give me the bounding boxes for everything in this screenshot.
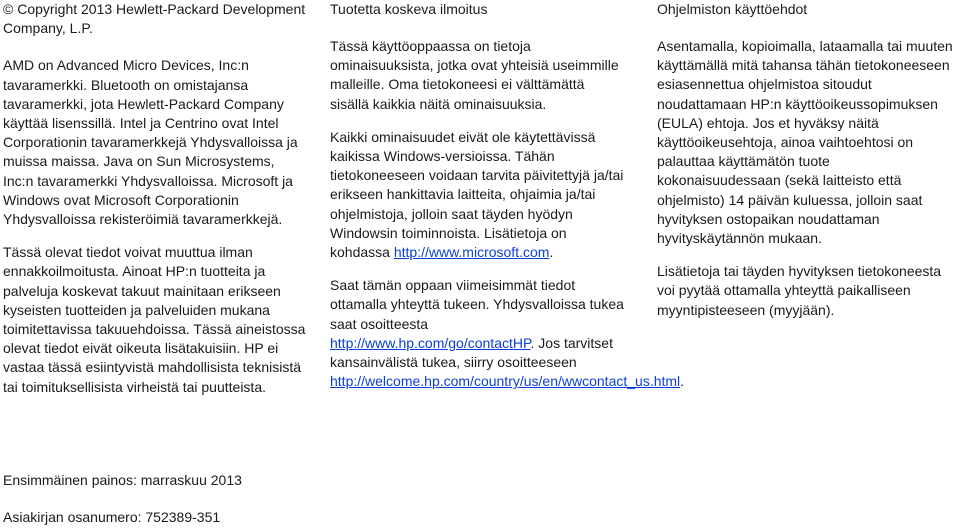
copyright-notice: © Copyright 2013 Hewlett-Packard Development Company, L.P. <box>3 1 306 37</box>
windows-features-paragraph <box>330 128 625 262</box>
trademark-notice: AMD on Advanced Micro Devices, Inc:n tavaramerkki. Bluetooth on omistajansa tavaramerkki, jota Hewlett-Packard Company käyttää lisenssillä. Intel ja Centrino ovat Intel Corporationin tavaramerkkejä Yhdysvalloissa ja muissa maissa. Java on Sun Microsystems, Inc:n tavaramerkki Yhdysvalloissa. Microsoft ja Windows ovat Microsoft Corporationin Yhdysvalloissa rekisteröimiä tavaramerkkejä. <box>3 57 298 228</box>
hp-contact-link[interactable]: http://www.hp.com/go/contactHP <box>330 334 531 351</box>
part-number-line: Asiakirjan osanumero: 752389-351 <box>3 509 221 525</box>
support-text-mid: . Jos tarvitset kansainvälistä tukea, siirry osoitteeseen <box>330 334 613 371</box>
software-terms-heading: Ohjelmiston käyttöehdot <box>657 1 808 17</box>
edition-line: Ensimmäinen painos: marraskuu 2013 <box>3 472 242 488</box>
product-notice-paragraph: Tässä käyttöoppaassa on tietoja ominaisuuksista, jotka ovat yhteisiä useimmille malleille. Oma tietokoneesi ei välttämättä sisällä kaikkia näitä ominaisuuksia. <box>330 38 619 112</box>
period: . <box>680 373 685 390</box>
software-terms-column <box>657 0 957 334</box>
legal-column <box>3 0 308 411</box>
product-notice-column <box>330 0 685 405</box>
support-text: Saat tämän oppaan viimeisimmät tiedot ottamalla yhteyttä tukeen. Yhdysvalloissa tukea saat osoitteesta <box>330 277 624 332</box>
refund-paragraph: Lisätietoja tai täyden hyvityksen tietokoneesta voi pyytää ottamalla yhteyttä paikalliseen myyntipisteeseen (myyjään). <box>657 263 942 318</box>
period: . <box>549 244 554 261</box>
windows-features-text: Kaikki ominaisuudet eivät ole käytettävissä kaikissa Windows-versioissa. Tähän tietokoneeseen voidaan tarvita päivitettyjä ja/tai erikseen hankittavia laitteita, ohjaimia ja/tai ohjelmistoja, jolloin saat täyden hyödyn Windowsin toiminnoista. Lisätietoja on kohdassa <box>330 128 624 261</box>
product-notice-heading: Tuotetta koskeva ilmoitus <box>330 1 488 17</box>
microsoft-link[interactable]: http://www.microsoft.com <box>393 244 550 261</box>
hp-worldwide-contact-link[interactable]: http://welcome.hp.com/country/us/en/wwcontact_us.html <box>330 373 681 390</box>
eula-paragraph: Asentamalla, kopioimalla, lataamalla tai muuten käyttämällä mitä tahansa tähän tietokoneeseen esiasennettua ohjelmistoa sitoudut noudattamaan HP:n käyttöoikeussopimuksen (EULA) ehtoja. Jos et hyväksy näitä käyttöoikeusehtoja, ainoa vaihtoehtosi on palauttaa käyttämätön tuote kokonaisuudessaan (sekä laitteisto että ohjelmisto) 14 päivän kuluessa, jolloin saat hyvityksen ostopaikan noudattaman hyvityskäytännön mukaan. <box>657 38 953 247</box>
support-paragraph <box>330 276 685 391</box>
disclaimer-notice: Tässä olevat tiedot voivat muuttua ilman ennakkoilmoitusta. Ainoat HP:n tuotteita ja palveluja koskevat takuut mainitaan erikseen kyseisten tuotteiden ja palveluiden mukana toimitettavissa takuuehdoissa. Tässä aineistossa olevat tiedot eivät oikeuta lisätakuisiin. HP ei vastaa tässä esiintyvistä mahdollisista teknisistä tai toimituksellisista virheistä tai puutteista. <box>3 244 306 395</box>
